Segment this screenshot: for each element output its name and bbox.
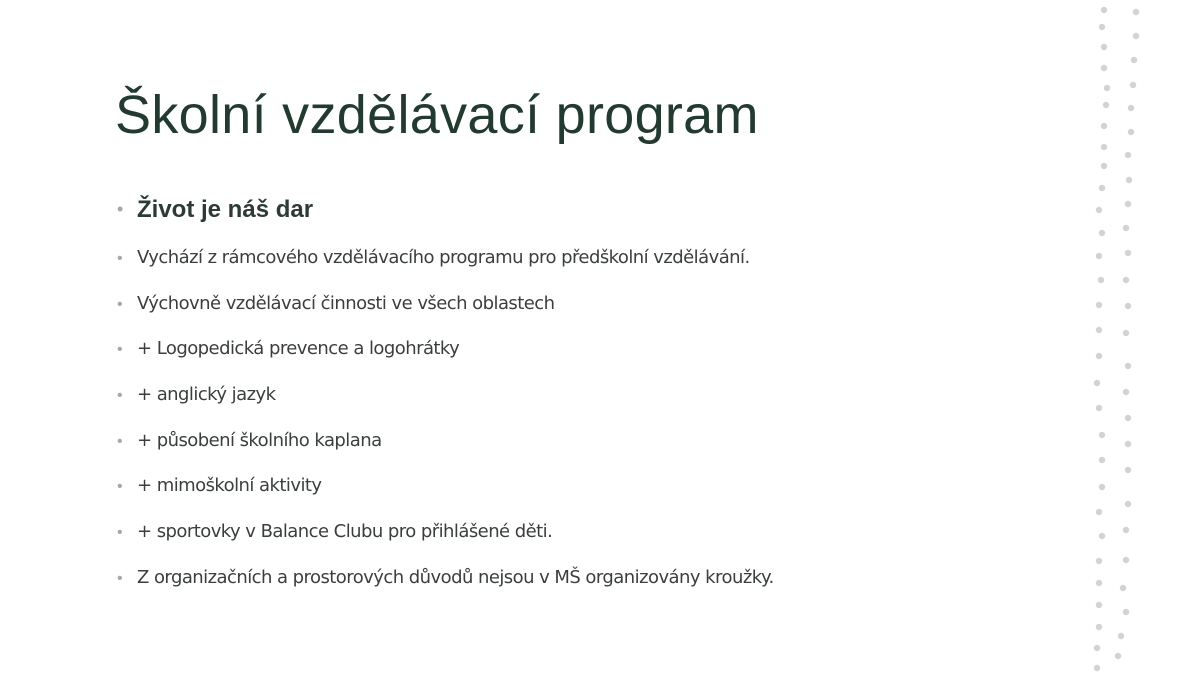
bullet-dot-icon: • bbox=[117, 524, 123, 542]
bullet-dot-icon: • bbox=[117, 569, 123, 587]
bullet-list bbox=[117, 194, 1057, 612]
list-item-text: Vychází z rámcového vzdělávacího programu pro předškolní vzdělávání. bbox=[137, 247, 750, 268]
list-item bbox=[117, 337, 1057, 383]
list-item bbox=[117, 383, 1057, 429]
list-item bbox=[117, 246, 1057, 292]
dot-column-left bbox=[1094, 7, 1110, 671]
list-item bbox=[117, 566, 1057, 612]
list-item-text: + Logopedická prevence a logohrátky bbox=[137, 338, 460, 360]
lead-bullet-text: Život je náš dar bbox=[137, 196, 314, 223]
bullet-dot-icon: • bbox=[117, 199, 124, 219]
bullet-dot-icon: • bbox=[117, 295, 123, 313]
bullet-dot-icon: • bbox=[117, 432, 123, 450]
bullet-dot-icon: • bbox=[117, 341, 123, 359]
list-item-text: + sportovky v Balance Clubu pro přihlášené děti. bbox=[137, 521, 553, 543]
lead-bullet bbox=[117, 194, 1057, 246]
list-item bbox=[117, 474, 1057, 520]
list-item bbox=[117, 292, 1057, 338]
list-item bbox=[117, 520, 1057, 566]
list-item-text: Výchovně vzdělávací činnosti ve všech oblastech bbox=[137, 292, 555, 314]
list-item-text: + mimoškolní aktivity bbox=[137, 475, 322, 497]
list-item-text: Z organizačních a prostorových důvodů nejsou v MŠ organizovány kroužky. bbox=[137, 566, 774, 588]
slide-title: Školní vzdělávací program bbox=[115, 85, 759, 145]
bullet-dot-icon: • bbox=[117, 250, 123, 267]
bullet-dot-icon: • bbox=[117, 478, 123, 496]
bullet-dot-icon: • bbox=[117, 387, 123, 405]
decorative-dot-pattern bbox=[1085, 0, 1155, 675]
list-item-text: + působení školního kaplana bbox=[137, 429, 382, 451]
list-item bbox=[117, 429, 1057, 475]
dot-column-right bbox=[1115, 9, 1139, 659]
list-item-text: + anglický jazyk bbox=[137, 384, 276, 406]
